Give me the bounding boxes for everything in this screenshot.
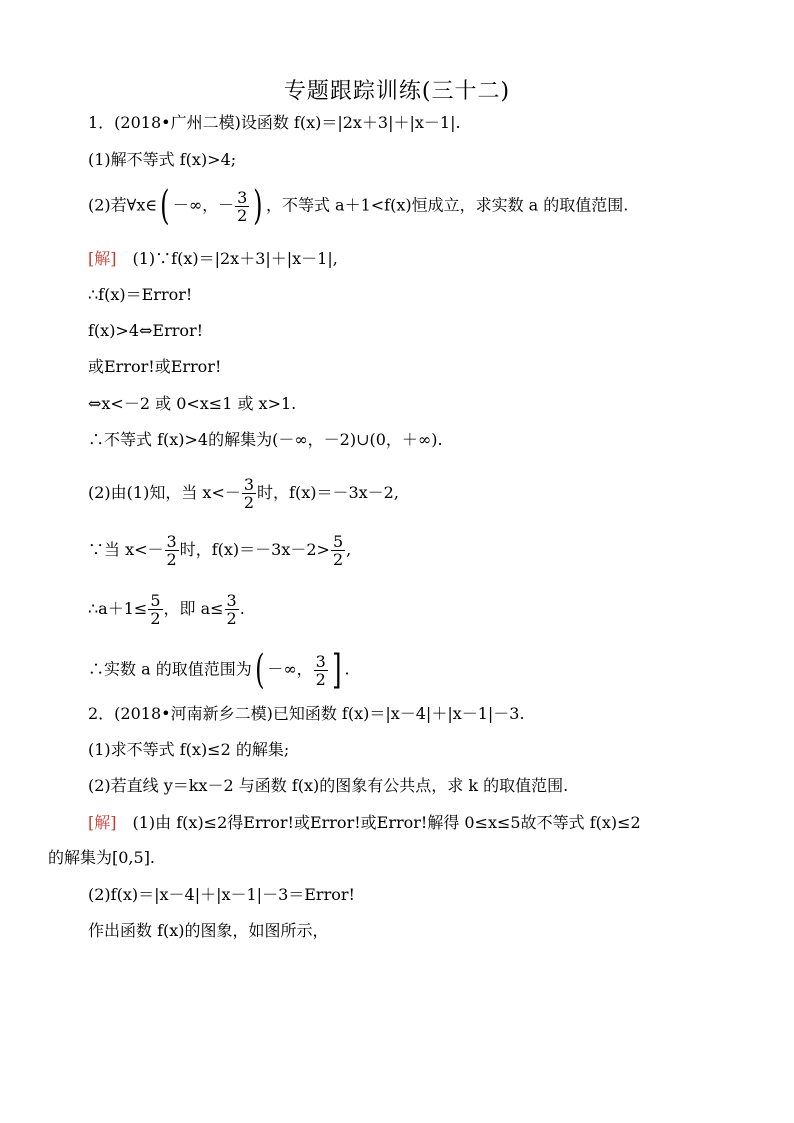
solution-1-line-3: f(x)>4⇔Error!	[88, 321, 204, 340]
solution-1-line-6: ∴不等式 f(x)>4的解集为(－∞，－2)∪(0，＋∞).	[88, 430, 443, 449]
solution-1-line-5: ⇔x<－2 或 0<x≤1 或 x>1.	[88, 394, 297, 413]
solution-1-part2-line-1: (2)由(1)知，当 x<－ $\frac{3}{2}$ 时，f(x)＝－3x－2,	[88, 475, 399, 512]
solution-label: [解]	[88, 249, 117, 268]
problem-1-part-2: (2)若∀x∈( －∞，－ $\frac{3}{2}$ ) ，不等式 a＋1<f(x)恒成立，求实数 a 的取值范围.	[88, 183, 629, 229]
solution-1-line-2: ∴f(x)＝Error!	[88, 285, 193, 304]
solution-2-line-3: (2)f(x)＝|x－4|＋|x－1|－3＝Error!	[88, 885, 355, 904]
problem-2-statement: 2．(2018•河南新乡二模)已知函数 f(x)＝|x－4|＋|x－1|－3.	[88, 704, 525, 723]
solution-1-part2-line-2: ∵当 x<－ $\frac{3}{2}$ 时，f(x)＝－3x－2> $\frac{5}{2}$ ,	[88, 532, 352, 569]
solution-1-part2-line-4: ∴实数 a 的取值范围为( －∞， $\frac{3}{2}$ ] .	[88, 647, 350, 693]
solution-label: [解]	[88, 813, 117, 832]
solution-2-line-1: [解] (1)由 f(x)≤2得Error!或Error!或Error!解得 0≤x≤5故不等式 f(x)≤2	[88, 813, 641, 832]
fraction: $\frac{3}{2}$	[237, 187, 248, 225]
solution-2-line-2: 的解集为[0,5].	[48, 848, 156, 867]
solution-1-line-4: 或Error!或Error!	[88, 357, 222, 376]
problem-2-part-1: (1)求不等式 f(x)≤2 的解集;	[88, 740, 290, 759]
problem-1-part-1: (1)解不等式 f(x)>4;	[88, 150, 237, 169]
problem-2-part-2: (2)若直线 y＝kx－2 与函数 f(x)的图象有公共点，求 k 的取值范围.	[88, 776, 569, 795]
page-title: 专题跟踪训练(三十二)	[283, 79, 511, 104]
problem-1-statement: 1．(2018•广州二模)设函数 f(x)＝|2x＋3|＋|x－1|.	[88, 113, 461, 132]
solution-2-line-4: 作出函数 f(x)的图象，如图所示，	[88, 921, 329, 940]
solution-1-line-1: [解] (1)∵f(x)＝|2x＋3|＋|x－1|,	[88, 249, 338, 268]
solution-1-part2-line-3: ∴a＋1≤ $\frac{5}{2}$ ，即 a≤ $\frac{3}{2}$ .	[88, 591, 245, 628]
